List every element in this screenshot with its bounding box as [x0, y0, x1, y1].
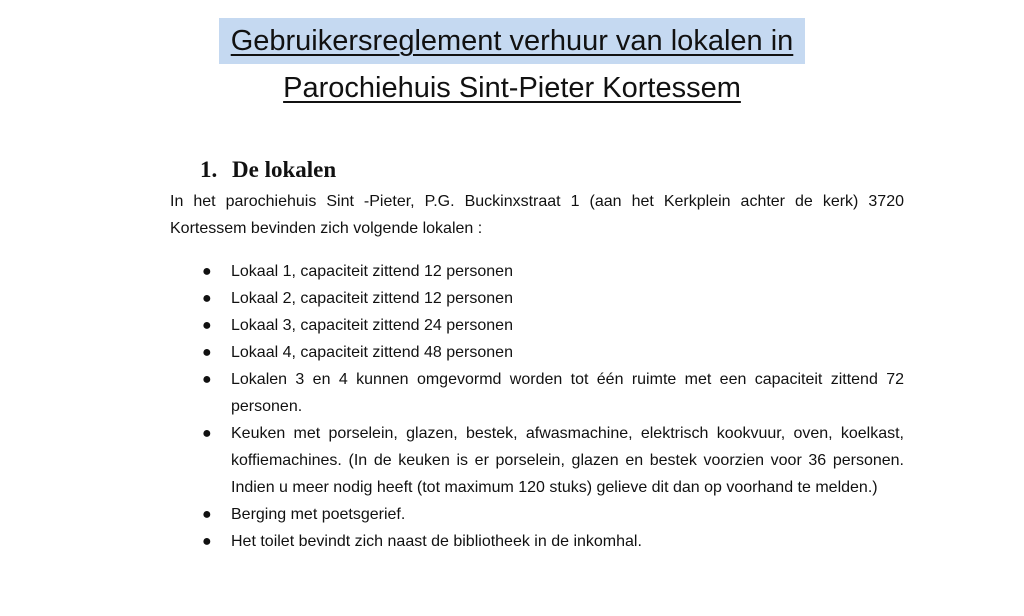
- title-line-2: Parochiehuis Sint-Pieter Kortessem: [283, 72, 741, 104]
- bullet-dot-icon: ●: [202, 506, 212, 523]
- bullet-dot-icon: ●: [202, 371, 212, 388]
- list-item: [170, 312, 904, 339]
- document-title: [0, 18, 1024, 112]
- list-item: [170, 420, 904, 501]
- list-item-text: Berging met poetsgerief.: [231, 506, 406, 523]
- list-item-text: Lokaal 1, capaciteit zittend 12 personen: [231, 263, 513, 280]
- intro-paragraph: In het parochiehuis Sint -Pieter, P.G. Buckinxstraat 1 (aan het Kerkplein achter de kerk) 3720 Kortessem bevinden zich volgende lokalen :: [170, 193, 904, 237]
- bullet-dot-icon: ●: [202, 533, 212, 550]
- list-item: [170, 501, 904, 528]
- list-item: [170, 258, 904, 285]
- bullet-dot-icon: ●: [202, 317, 212, 334]
- list-item: [170, 339, 904, 366]
- list-item-text: Lokaal 4, capaciteit zittend 48 personen: [231, 344, 513, 361]
- section-heading-text: De lokalen: [232, 157, 337, 182]
- list-item-text: Het toilet bevindt zich naast de bibliotheek in de inkomhal.: [231, 533, 642, 550]
- bullet-dot-icon: ●: [202, 425, 212, 442]
- facility-list: [170, 258, 904, 555]
- list-item-text: Lokaal 3, capaciteit zittend 24 personen: [231, 317, 513, 334]
- bullet-dot-icon: ●: [202, 263, 212, 280]
- list-item-text: Lokaal 2, capaciteit zittend 12 personen: [231, 290, 513, 307]
- list-item-text: Keuken met porselein, glazen, bestek, afwasmachine, elektrisch kookvuur, oven, koelkast, koffiemachines. (In de keuken is er porselein, glazen en bestek voorzien voor 36 personen. Indien u meer nodig heeft (tot maximum 120 stuks) gelieve dit dan op voorhand te melden.): [231, 425, 904, 496]
- section-number: 1.: [200, 157, 218, 182]
- title-line-1: Gebruikersreglement verhuur van lokalen in: [219, 18, 806, 64]
- bullet-dot-icon: ●: [202, 290, 212, 307]
- list-item: [170, 528, 904, 555]
- list-item-text: Lokalen 3 en 4 kunnen omgevormd worden tot één ruimte met een capaciteit zittend 72 personen.: [231, 371, 904, 415]
- list-item: [170, 285, 904, 312]
- list-item: [170, 366, 904, 420]
- bullet-dot-icon: ●: [202, 344, 212, 361]
- section-heading: [200, 154, 336, 186]
